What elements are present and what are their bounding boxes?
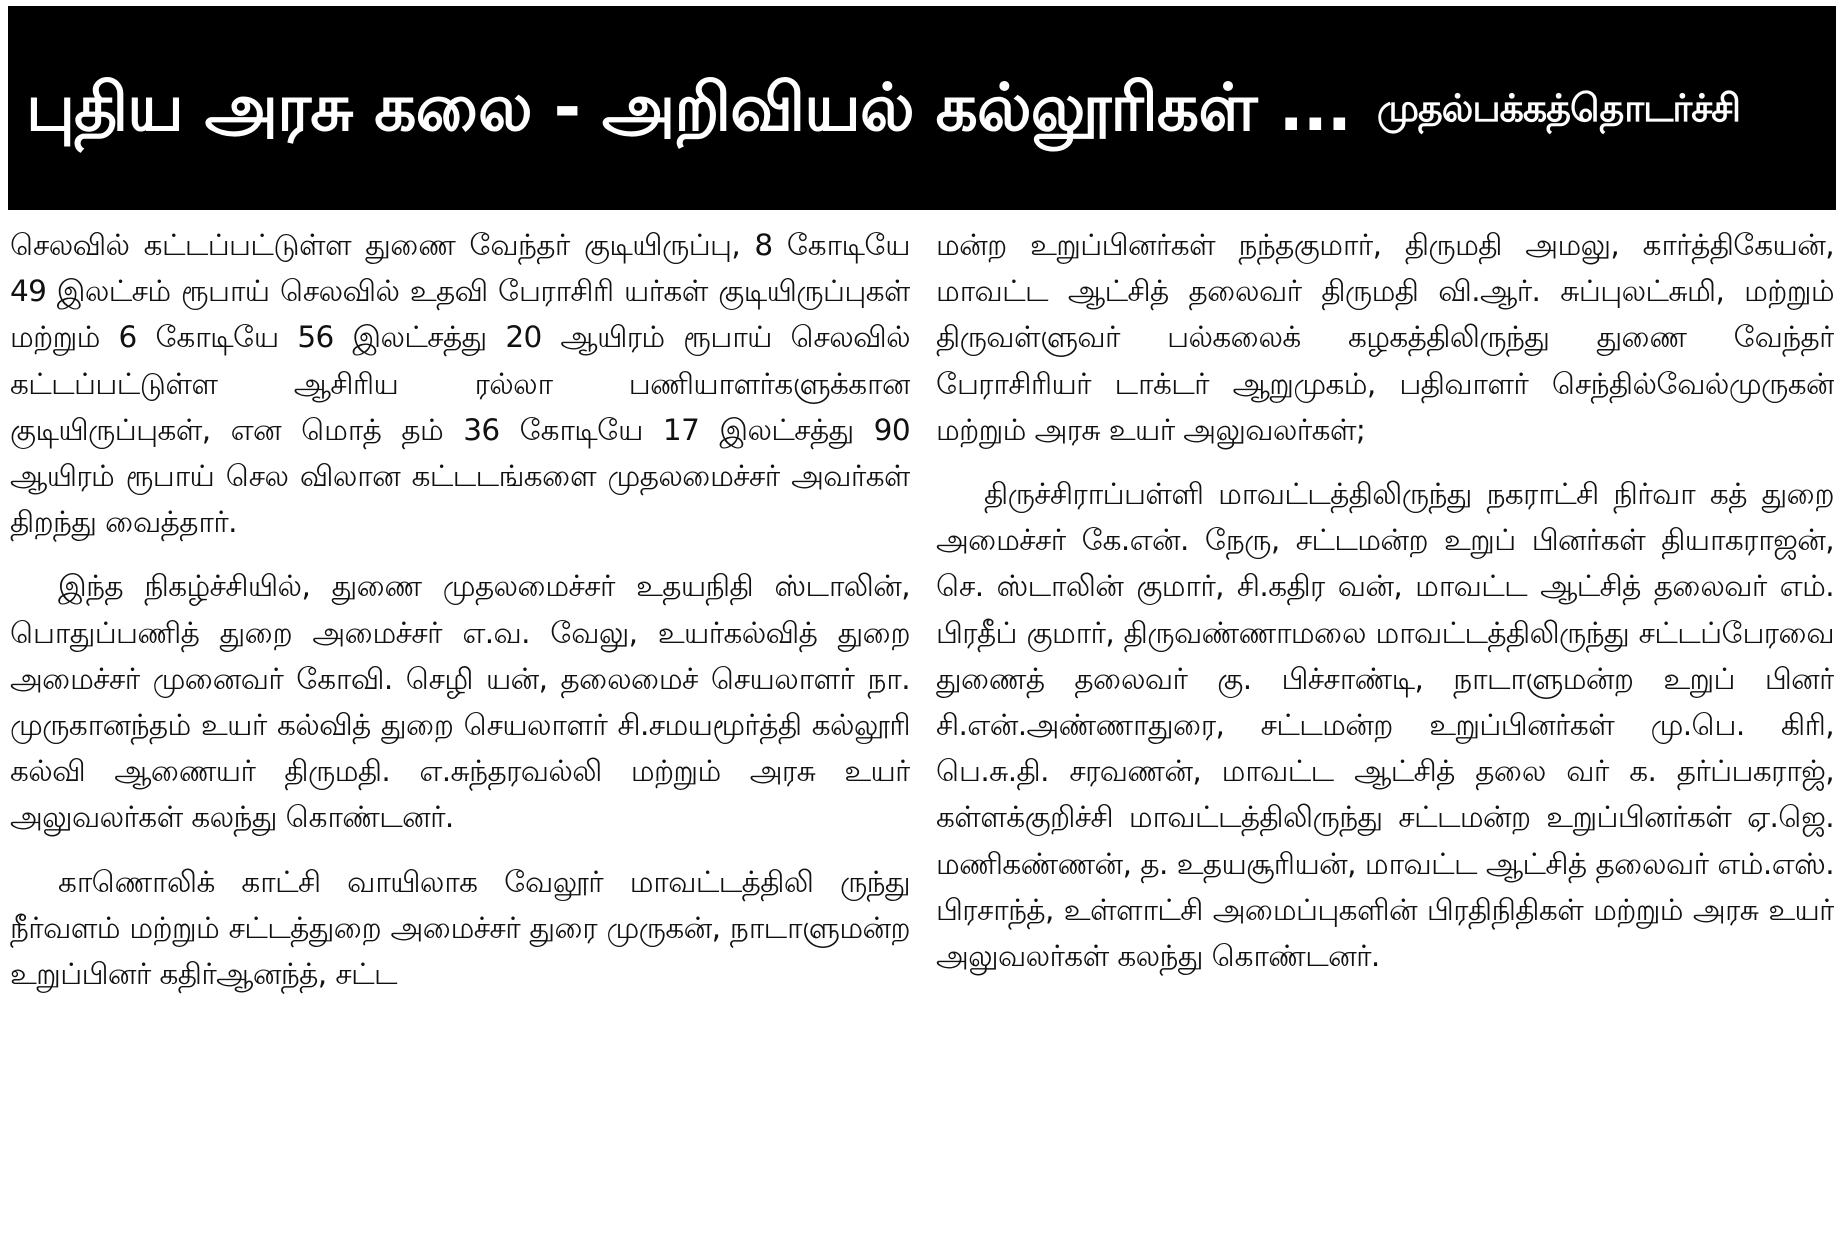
- article-paragraph: செலவில் கட்டப்பட்டுள்ள துணை வேந்தர் குடியிருப்பு, 8 கோடியே 49 இலட்சம் ரூபாய் செலவில் உதவி பேராசிரி யர்கள் குடியிருப்புகள் மற்றும் 6 கோடியே 56 இலட்சத்து 20 ஆயிரம் ரூபாய் செலவில் கட்டப்பட்டுள்ள ஆசிரிய ரல்லா பணியாளர்களுக்கான குடியிருப்புகள், என மொத் தம் 36 கோடியே 17 இலட்சத்து 90 ஆயிரம் ரூபாய் செல விலான கட்டடங்களை முதலமைச்சர் அவர்கள் திறந்து வைத்தார்.: [10, 228, 910, 540]
- article-column-right: [936, 222, 1834, 1232]
- article-paragraph: திருச்சிராப்பள்ளி மாவட்டத்திலிருந்து நகராட்சி நிர்வா கத் துறை அமைச்சர் கே.என். நேரு, சட்டமன்ற உறுப் பினர்கள் தியாகராஜன், செ. ஸ்டாலின் குமார், சி.கதிர வன், மாவட்ட ஆட்சித் தலைவர் எம். பிரதீப் குமார், திருவண்ணாமலை மாவட்டத்திலிருந்து சட்டப்பேரவை துணைத் தலைவர் கு. பிச்சாண்டி, நாடாளுமன்ற உறுப் பினர் சி.என்.அண்ணாதுரை, சட்டமன்ற உறுப்பினர்கள் மு.பெ. கிரி, பெ.சு.தி. சரவணன், மாவட்ட ஆட்சித் தலை வர் க. தர்ப்பகராஜ், கள்ளக்குறிச்சி மாவட்டத்திலிருந்து சட்டமன்ற உறுப்பினர்கள் ஏ.ஜெ. மணிகண்ணன், த. உதயசூரியன், மாவட்ட ஆட்சித் தலைவர் எம்.எஸ். பிரசாந்த், உள்ளாட்சி அமைப்புகளின் பிரதிநிதிகள் மற்றும் அரசு உயர் அலுவலர்கள் கலந்து கொண்டனர்.: [936, 477, 1834, 974]
- continued-from-front-page-label: முதல்பக்கத்தொடர்ச்சி: [1376, 86, 1741, 130]
- article-column-left: [10, 222, 910, 1232]
- article-paragraph: இந்த நிகழ்ச்சியில், துணை முதலமைச்சர் உதயநிதி ஸ்டாலின், பொதுப்பணித் துறை அமைச்சர் எ.வ. வேலு, உயர்கல்வித் துறை அமைச்சர் முனைவர் கோவி. செழி யன், தலைமைச் செயலாளர் நா. முருகானந்தம் உயர் கல்வித் துறை செயலாளர் சி.சமயமூர்த்தி கல்லூரி கல்வி ஆணையர் திருமதி. எ.சுந்தரவல்லி மற்றும் அரசு உயர் அலுவலர்கள் கலந்து கொண்டனர்.: [10, 569, 910, 835]
- headline-banner: [8, 6, 1836, 210]
- article-paragraph: காணொலிக் காட்சி வாயிலாக வேலூர் மாவட்டத்திலி ருந்து நீர்வளம் மற்றும் சட்டத்துறை அமைச்சர் துரை முருகன், நாடாளுமன்ற உறுப்பினர் கதிர்ஆனந்த், சட்ட: [10, 864, 910, 992]
- article-paragraph: மன்ற உறுப்பினர்கள் நந்தகுமார், திருமதி அமலு, கார்த்திகேயன், மாவட்ட ஆட்சித் தலைவர் திருமதி வி.ஆர். சுப்புலட்சுமி, மற்றும் திருவள்ளுவர் பல்கலைக் கழகத்திலிருந்து துணை வேந்தர் பேராசிரியர் டாக்டர் ஆறுமுகம், பதிவாளர் செந்தில்வேல்முருகன் மற்றும் அரசு உயர் அலுவலர்கள்;: [936, 228, 1834, 447]
- headline: புதிய அரசு கலை - அறிவியல் கல்லூரிகள் ...: [26, 69, 1351, 146]
